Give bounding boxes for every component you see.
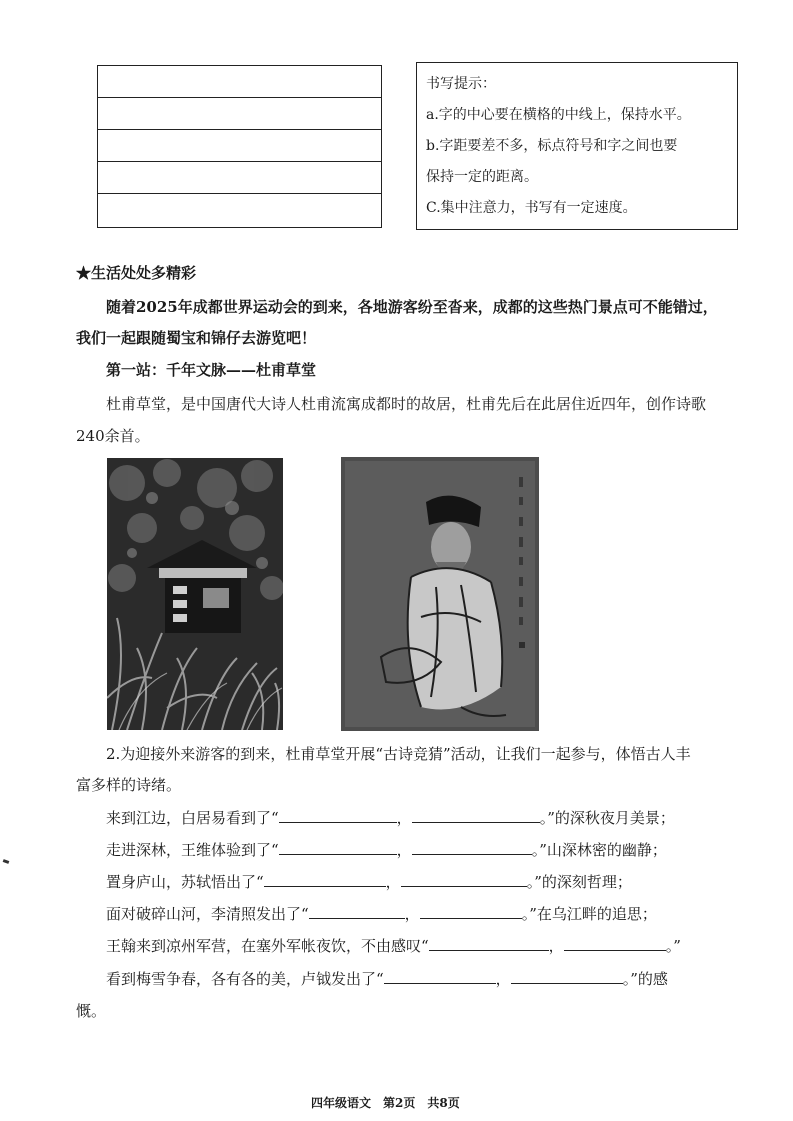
tip-c: C.集中注意力，书写有一定速度。: [426, 200, 637, 216]
last-line: 慨。: [76, 1002, 107, 1020]
writing-line: [98, 129, 381, 130]
fill-row: [106, 903, 657, 924]
tip-b-line2: 保持一定的距离。: [426, 169, 538, 185]
fill-prefix: 来到江边，白居易看到了“: [106, 809, 279, 827]
fill-comma: ，: [385, 873, 401, 891]
section-title: ★生活处处多精彩: [76, 264, 197, 282]
answer-blank[interactable]: [511, 971, 623, 984]
writing-line: [98, 193, 381, 194]
fill-comma: ，: [396, 841, 412, 859]
answer-blank[interactable]: [309, 906, 405, 919]
answer-blank[interactable]: [279, 842, 397, 855]
answer-blank[interactable]: [412, 842, 532, 855]
tips-title: 书写提示：: [426, 76, 496, 92]
fill-prefix: 看到梅雪争春，各有各的美，卢钺发出了“: [106, 970, 384, 988]
fill-suffix: 。”的深刻哲理；: [526, 873, 632, 891]
intro-line-1: 随着2025年成都世界运动会的到来，各地游客纷至沓来，成都的这些热门景点可不能错过，: [106, 298, 718, 316]
answer-blank[interactable]: [384, 971, 496, 984]
writing-tips-box: [416, 62, 738, 230]
fill-comma: ，: [495, 970, 511, 988]
answer-blank[interactable]: [564, 938, 666, 951]
answer-blank[interactable]: [264, 874, 386, 887]
fill-suffix: 。”在乌江畔的追思；: [521, 905, 657, 923]
answer-blank[interactable]: [412, 810, 540, 823]
fill-row: [106, 968, 668, 989]
answer-blank[interactable]: [429, 938, 549, 951]
intro-line-2: 我们一起跟随蜀宝和锦仔去游览吧！: [76, 329, 317, 347]
fill-comma: ，: [404, 905, 420, 923]
fill-suffix: 。”的深秋夜月美景；: [539, 809, 675, 827]
du-fu-portrait: [341, 457, 539, 731]
description-line-2: 240余首。: [76, 427, 150, 445]
fill-row: [106, 839, 667, 860]
tip-a: a.字的中心要在横格的中线上，保持水平。: [426, 107, 691, 123]
fill-prefix: 王翰来到凉州军营，在塞外军帐夜饮，不由感叹“: [106, 937, 429, 955]
tip-b-line1: b.字距要差不多，标点符号和字之间也要: [426, 138, 678, 154]
fill-row: [106, 935, 681, 956]
cottage-photo: [107, 458, 283, 730]
writing-grid[interactable]: [97, 65, 382, 228]
question-line-1: 2.为迎接外来游客的到来，杜甫草堂开展“古诗竞猜”活动，让我们一起参与，体悟古人丰: [106, 745, 691, 763]
answer-blank[interactable]: [401, 874, 527, 887]
question-line-2: 富多样的诗绪。: [76, 776, 182, 794]
writing-line: [98, 161, 381, 162]
fill-row: [106, 871, 632, 892]
fill-row: [106, 807, 675, 828]
fill-prefix: 置身庐山，苏轼悟出了“: [106, 873, 264, 891]
fill-comma: ，: [396, 809, 412, 827]
fill-prefix: 走进深林，王维体验到了“: [106, 841, 279, 859]
fill-suffix: 。”山深林密的幽静；: [531, 841, 667, 859]
fill-suffix: 。”的感: [622, 970, 668, 988]
description-line-1: 杜甫草堂，是中国唐代大诗人杜甫流寓成都时的故居，杜甫先后在此居住近四年，创作诗歌: [106, 395, 707, 413]
answer-blank[interactable]: [279, 810, 397, 823]
station-heading: 第一站：千年文脉——杜甫草堂: [106, 361, 317, 379]
fill-suffix: 。”: [665, 937, 681, 955]
fill-comma: ，: [548, 937, 564, 955]
fill-prefix: 面对破碎山河，李清照发出了“: [106, 905, 309, 923]
scan-mark: [3, 859, 10, 864]
page-footer: 四年级语文 第2页 共8页: [311, 1096, 460, 1110]
writing-line: [98, 97, 381, 98]
answer-blank[interactable]: [420, 906, 522, 919]
